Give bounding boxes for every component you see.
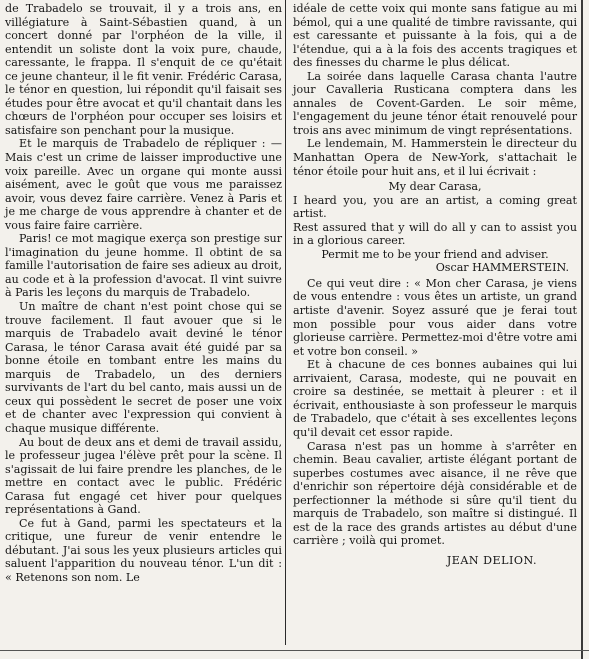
left-paragraph-3: Paris! ce mot magique exerça son prestige sur l'imagination du jeune homme. Il obtint de sa famille l'autorisation de faire ses adieux au droit, au code et à la profession d'avocat. Il vint suivre à Paris les leçons du marquis de Trabadelo.	[5, 232, 282, 300]
letter-salutation: My dear Carasa,	[388, 180, 482, 194]
bottom-rule	[0, 650, 589, 651]
right-paragraph-3: Le lendemain, M. Hammerstein le directeur du Manhattan Opera de New-York, s'attachait le ténor étoile pour huit ans, et il lui écrivait :	[293, 137, 577, 178]
right-column	[293, 2, 577, 567]
right-paragraph-6: Carasa n'est pas un homme à s'arrêter en chemin. Beau cavalier, artiste élégant portant de superbes costumes avec aisance, il ne rêve que d'enrichir son répertoire déjà considérable et de perfectionner la méthode si sûre qu'il tient du marquis de Trabadelo, son maître si distingué. Il est de la race des grands artistes au début d'une carrière ; voilà qui promet.	[293, 439, 577, 548]
right-paragraph-2: La soirée dans laquelle Carasa chanta l'autre jour Cavalleria Rusticana comptera dans les annales de Covent-Garden. Le soir même, l'engagement du jeune ténor était renouvelé pour trois ans avec minimum de vingt représentations.	[293, 69, 577, 137]
quoted-letter	[293, 180, 577, 275]
right-paragraph-5: Et à chacune de ces bonnes aubaines qui lui arrivaient, Carasa, modeste, qui ne pouvait en croire sa destinée, se mettait à pleurer : et il écrivait, enthousiaste à son professeur le marquis de Trabadelo, que c'était à ses excellentes leçons qu'il devait cet essor rapide.	[293, 358, 577, 439]
left-paragraph-4: Un maître de chant n'est point chose qui se trouve facilement. Il faut avouer que si le marquis de Trabadelo avait deviné le ténor Carasa, le ténor Carasa avait été guidé par sa bonne étoile en tombant entre les mains du marquis de Trabadelo, un des derniers survivants de l'art du bel canto, mais aussi un de ceux qui possèdent le secret de poser une voix et de chanter avec l'expression qui convient à chaque musique différente.	[5, 300, 282, 435]
page-edge	[581, 0, 583, 659]
left-paragraph-1: de Trabadelo se trouvait, il y a trois ans, en villégiature à Saint-Sébastien quand, à un concert donné par l'orphéon de la ville, il entendit un soliste dont la voix pure, chaude, caressante, le frappa. Il s'enquit de ce qu'était ce jeune chanteur, il le fit venir. Frédéric Carasa, le ténor en question, lui répondit qu'il faisait ses études pour être avocat et qu'il chantait dans les chœurs de l'orphéon pour occuper ses loisirs et satisfaire son penchant pour la musique.	[5, 2, 282, 137]
left-paragraph-6: Ce fut à Gand, parmi les spectateurs et la critique, une fureur de venir entendre le débutant. J'ai sous les yeux plusieurs articles qui saluent l'apparition du nouveau ténor. L'un dit : « Retenons son nom. Le	[5, 516, 282, 584]
letter-line-2: Rest assured that y will do all y can to assist you in a glorious career.	[293, 220, 577, 248]
author-signature: JEAN DELION.	[446, 553, 537, 567]
right-paragraph-1: idéale de cette voix qui monte sans fatigue au mi bémol, qui a une qualité de timbre ravissante, qui est caressante et puissante à la fois, qui a de l'étendue, qui a à la fois des accents tragiques et des finesses du charme le plus délicat.	[293, 2, 577, 70]
left-paragraph-2: Et le marquis de Trabadelo de répliquer : — Mais c'est un crime de laisser improductive une voix pareille. Avec un organe qui monte aussi aisément, avec le goût que vous me paraissez avoir, vous devez faire carrière. Venez à Paris et je me charge de vous apprendre à chanter et de vous faire faire carrière.	[5, 137, 282, 232]
left-column	[5, 2, 282, 585]
column-divider	[285, 0, 286, 645]
left-paragraph-5: Au bout de deux ans et demi de travail assidu, le professeur jugea l'élève prêt pour la scène. Il s'agissait de lui faire prendre les planches, de le mettre en contact avec le public. Frédéric Carasa fut engagé cet hiver pour quelques représentations à Gand.	[5, 435, 282, 517]
letter-line-3: Permit me to be your friend and adviser.	[321, 247, 549, 261]
letter-signature: Oscar HAMMERSTEIN.	[435, 261, 569, 275]
letter-line-1: I heard you, you are an artist, a coming great artist.	[293, 193, 577, 221]
right-paragraph-4: Ce qui veut dire : « Mon cher Carasa, je viens de vous entendre : vous êtes un artiste, un grand artiste d'avenir. Soyez assuré que je ferai tout mon possible pour vous aider dans votre glorieuse carrière. Permettez-moi d'être votre ami et votre bon conseil. »	[293, 276, 577, 358]
